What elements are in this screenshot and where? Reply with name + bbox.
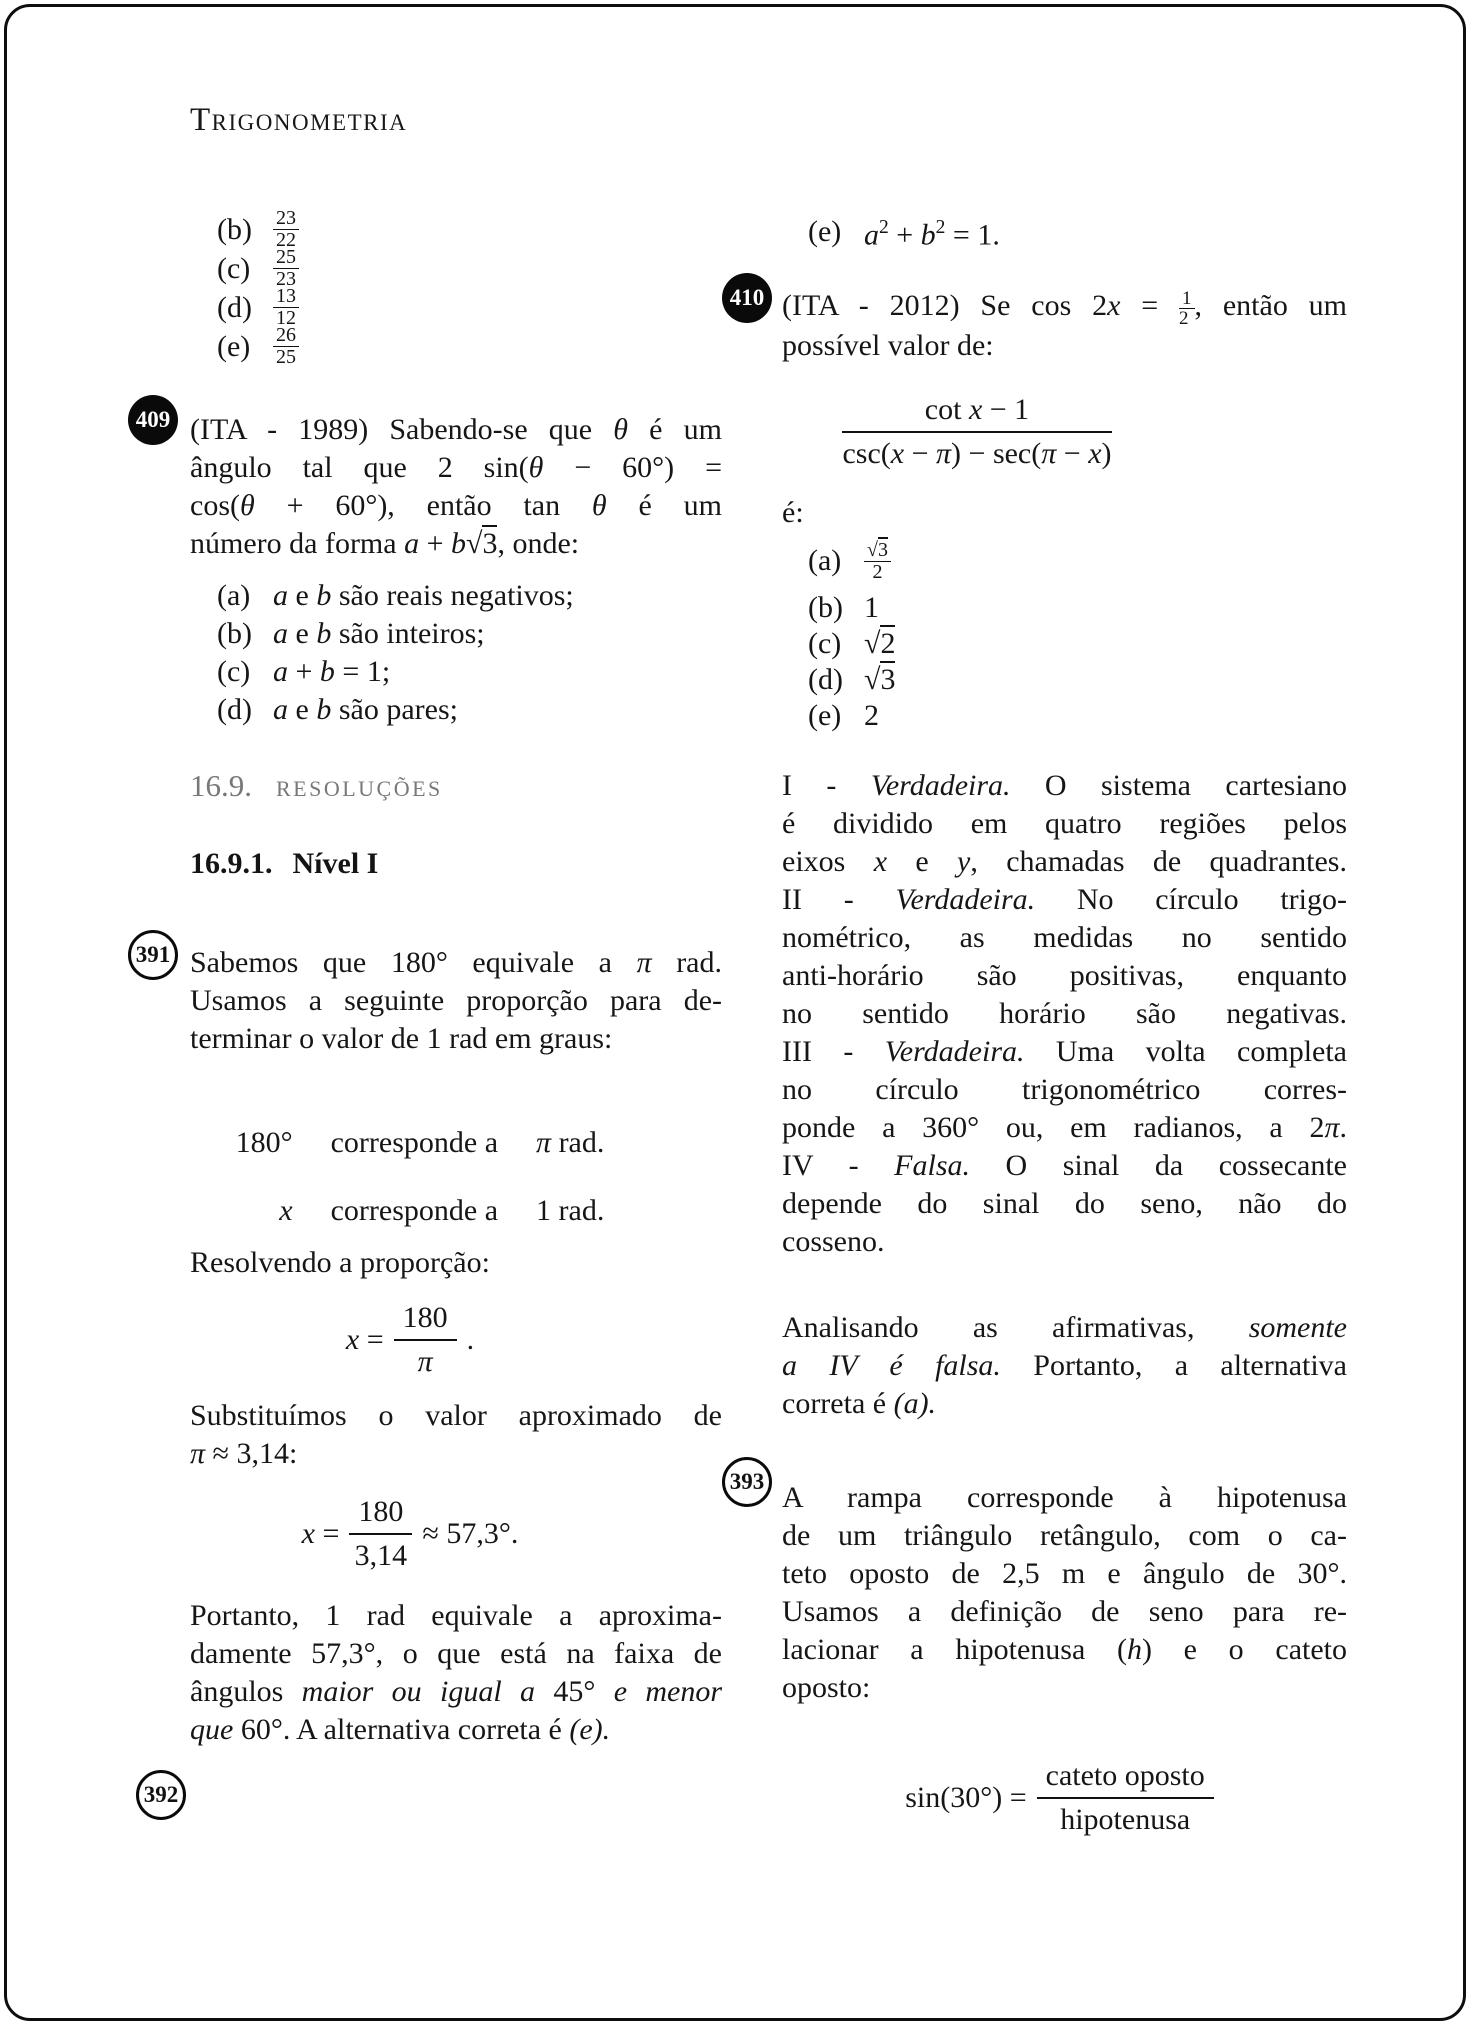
option-label: (c) [808, 627, 842, 660]
section-title: resoluções [276, 768, 443, 803]
problem-number-badge: 409 [128, 395, 178, 445]
option-row [217, 285, 299, 329]
fraction-numerator: 26 [273, 326, 299, 347]
option-label: (d) [808, 663, 843, 696]
analysis-line: III - Verdadeira. Uma volta completa [782, 1035, 1347, 1068]
proportion-relation: corresponde a [330, 1126, 499, 1159]
option-row [808, 698, 895, 734]
fraction-denominator: π [417, 1345, 433, 1378]
proportion-value: 180° [235, 1126, 293, 1159]
fraction-denominator: 23 [276, 268, 296, 290]
page-header: Trigonometria [190, 102, 408, 138]
option-text: √3 [864, 663, 896, 696]
subsection-heading [190, 844, 378, 884]
solution-393 [722, 1457, 1347, 1707]
option-row [217, 691, 722, 729]
equation-sin30 [782, 1758, 1347, 1838]
fraction-denominator: 22 [276, 229, 296, 251]
solution-391 [128, 930, 722, 1058]
conclusion-410 [782, 1309, 1347, 1423]
fraction-numerator: 25 [273, 248, 299, 269]
fraction-denominator: hipotenusa [1060, 1803, 1191, 1836]
option-label: (c) [217, 655, 251, 688]
analysis-line: no círculo trigonométrico corres- [782, 1073, 1347, 1106]
conclusion-line: a IV é falsa. Portanto, a alternativa [782, 1349, 1347, 1382]
fraction-numerator: 180 [394, 1300, 457, 1341]
proportion-value: 1 rad. [536, 1194, 605, 1227]
option-row [808, 209, 1000, 255]
solution-text-line: Usamos a seguinte proporção para de- [190, 984, 722, 1017]
analysis-line: ponde a 360° ou, em radianos, a 2π. [782, 1111, 1347, 1144]
solution-text-line: terminar o valor de 1 rad em graus: [190, 1022, 613, 1055]
fraction-denominator: 2 [1179, 307, 1189, 329]
solution-text-line: Usamos a definição de seno para re- [782, 1595, 1347, 1628]
equation-x-57-3 [190, 1494, 630, 1574]
equation-x-180-pi [190, 1300, 630, 1380]
fraction [349, 1494, 412, 1574]
option-text: a e b são pares; [273, 693, 458, 726]
option-label: (b) [808, 591, 843, 624]
problem-number-badge: 391 [128, 930, 178, 980]
option-label: (d) [217, 693, 252, 726]
solution-text-line: Substituímos o valor aproximado de [190, 1399, 722, 1432]
equation-rhs: ≈ 57,3°. [422, 1517, 519, 1550]
fraction-denominator: 25 [276, 346, 296, 368]
option-label: (b) [217, 212, 252, 246]
option-row [808, 532, 895, 590]
solution-text-line: teto oposto de 2,5 m e ângulo de 30°. [782, 1557, 1347, 1590]
analysis-line: eixos x e y, chamadas de quadrantes. [782, 845, 1347, 878]
solution-text-line: Sabemos que 180° equivale a π rad. [190, 946, 722, 979]
option-label: (a) [217, 579, 251, 612]
proportion-relation: corresponde a [330, 1194, 499, 1227]
analysis-line: anti-horário são positivas, enquanto [782, 959, 1347, 992]
analysis-line: depende do sinal do seno, não do [782, 1187, 1347, 1220]
option-text: a e b são inteiros; [273, 617, 485, 650]
option-row [217, 615, 722, 653]
analysis-line: IV - Falsa. O sinal da cossecante [782, 1149, 1347, 1182]
proportion-value: x [279, 1194, 293, 1227]
option-text: 1 [864, 591, 879, 624]
solution-text-line: que 60°. A alternativa correta é (e). [190, 1713, 611, 1746]
fraction-numerator: 13 [273, 287, 299, 308]
text-segment: , então um [1194, 289, 1347, 322]
fraction [1179, 287, 1195, 329]
fraction-numerator: 23 [273, 209, 299, 230]
option-row [217, 653, 722, 691]
option-label: (d) [217, 290, 252, 324]
fraction-denominator: csc(x − π) − sec(π − x) [842, 437, 1112, 470]
equation-lhs: x = [345, 1323, 384, 1356]
problem-text-line: possível valor de: [782, 328, 994, 362]
fraction [394, 1300, 457, 1380]
problem-text-line [782, 287, 1347, 327]
fraction-numerator: 1 [1179, 290, 1195, 309]
solution-text-line: π ≈ 3,14: [190, 1437, 298, 1470]
top-options-list [217, 207, 299, 368]
analysis-line: I - Verdadeira. O sistema cartesiano [782, 769, 1348, 802]
fraction [273, 326, 299, 367]
option-text: 2 [864, 699, 879, 732]
problem-text-line: ângulo tal que 2 sin(θ − 60°) = [190, 451, 723, 484]
fraction-numerator: cateto oposto [1037, 1758, 1214, 1799]
solution-text-line: de um triângulo retângulo, com o ca- [782, 1519, 1347, 1552]
analysis-line: II - Verdadeira. No círculo trigo- [782, 883, 1347, 916]
conclusion-line: correta é (a). [782, 1387, 937, 1420]
option-label: (e) [217, 329, 251, 363]
problem-number-badge: 392 [136, 1770, 186, 1820]
substitution-text [190, 1397, 722, 1473]
affirmations-analysis [782, 767, 1347, 1261]
option-text: a e b são reais negativos; [273, 579, 574, 612]
equation-lhs: x = [301, 1517, 340, 1550]
option-label: (e) [808, 214, 842, 248]
analysis-line: é dividido em quatro regiões pelos [782, 807, 1347, 840]
fraction [1037, 1758, 1214, 1838]
conclusion-line: Analisando as afirmativas, somente [782, 1311, 1347, 1344]
option-label: (a) [808, 544, 842, 577]
option-row [217, 246, 299, 290]
fraction-denominator: 12 [276, 307, 296, 329]
option-text: √2 [864, 627, 896, 660]
proportion-value: π rad. [536, 1126, 605, 1159]
option-row [808, 662, 895, 698]
option-row [217, 207, 299, 251]
option-row [217, 577, 722, 615]
equation-cot-csc-sec [722, 392, 1232, 472]
fraction [273, 209, 299, 250]
proportion-display [190, 1124, 650, 1230]
option-row [808, 590, 895, 626]
section-number: 16.9. [190, 768, 252, 803]
fraction [864, 538, 891, 583]
problem-number-badge: 410 [722, 273, 772, 323]
fraction-numerator: 180 [349, 1494, 412, 1535]
option-label: (b) [217, 617, 252, 650]
problem-number-badge: 393 [722, 1457, 772, 1507]
analysis-line: nométrico, as medidas no sentido [782, 921, 1347, 954]
analysis-line: cosseno. [782, 1225, 885, 1258]
equation-lhs: sin(30°) = [905, 1781, 1027, 1814]
subsection-title: Nível I [292, 847, 379, 880]
section-heading [190, 766, 443, 806]
problem-410 [722, 273, 1347, 365]
problem-text-line: (ITA - 1989) Sabendo-se que θ é um [190, 413, 722, 446]
fraction [273, 287, 299, 328]
solution-text-line: A rampa corresponde à hipotenusa [782, 1481, 1347, 1514]
options-list [217, 577, 722, 729]
solving-label: Resolvendo a proporção: [190, 1246, 490, 1279]
conclusion-391 [190, 1597, 722, 1749]
solution-text-line: oposto: [782, 1671, 871, 1704]
text-segment: (ITA - 2012) Se cos 2x = [782, 289, 1180, 322]
option-label: (c) [217, 251, 251, 285]
fraction-denominator: 3,14 [354, 1539, 408, 1572]
solution-text-line: lacionar a hipotenusa (h) e o cateto [782, 1633, 1348, 1666]
fraction-numerator: √3 [864, 541, 891, 562]
option-text: $a^2 + b^2 = 1$. [864, 217, 1000, 252]
solution-text-line: damente 57,3°, o que está na faixa de [190, 1637, 722, 1670]
problem-text-line: número da forma a + b√3, onde: [190, 527, 580, 560]
fraction [842, 392, 1111, 472]
fraction [273, 248, 299, 289]
option-text: a + b = 1; [273, 655, 391, 688]
analysis-line: no sentido horário são negativas. [782, 997, 1347, 1030]
solution-text-line: Portanto, 1 rad equivale a aproxima- [190, 1599, 722, 1632]
option-label: (e) [808, 699, 842, 732]
option-row [217, 324, 299, 368]
fraction-denominator: 2 [872, 560, 883, 583]
options-list [808, 532, 895, 734]
subsection-number: 16.9.1. [190, 847, 273, 880]
solution-text-line: ângulos maior ou igual a 45° e menor [190, 1675, 722, 1708]
option-row [808, 626, 895, 662]
problem-409 [128, 395, 722, 729]
problem-text-line: cos(θ + 60°), então tan θ é um [190, 489, 722, 522]
fraction-numerator: cot x − 1 [842, 392, 1111, 433]
equation-rhs: . [466, 1323, 475, 1356]
question-tail: é: [782, 496, 804, 529]
